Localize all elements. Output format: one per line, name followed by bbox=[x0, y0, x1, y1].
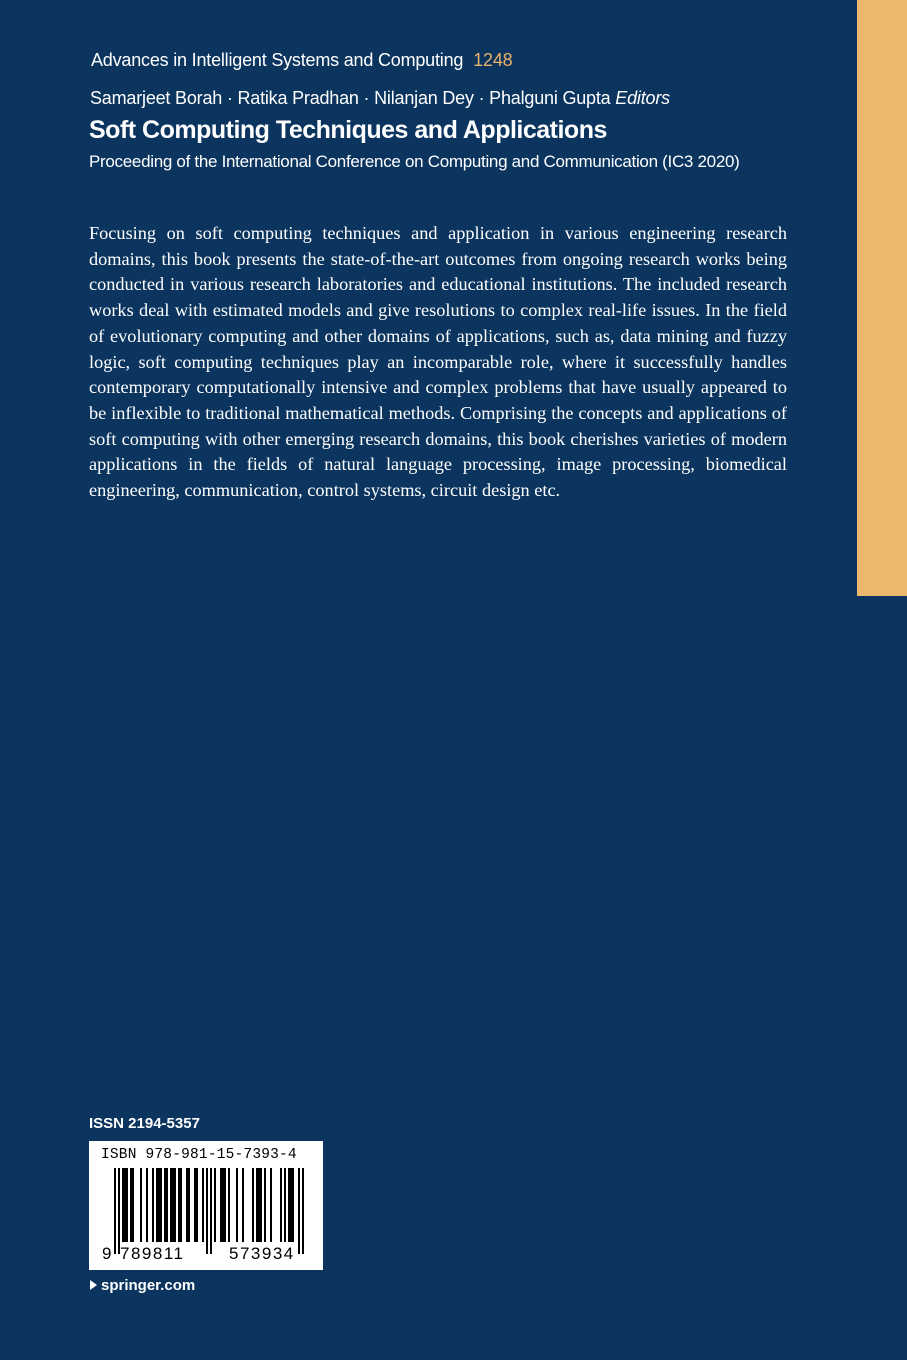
barcode-bar bbox=[180, 1168, 182, 1242]
barcode-bar bbox=[156, 1168, 158, 1242]
barcode-bar bbox=[130, 1168, 132, 1242]
barcode-bar bbox=[222, 1168, 224, 1242]
book-subtitle: Proceeding of the International Conference on Computing and Communication (IC3 2020) bbox=[89, 152, 740, 171]
barcode-bar bbox=[126, 1168, 128, 1242]
barcode-bar bbox=[298, 1168, 300, 1254]
issn-number: ISSN 2194-5357 bbox=[89, 1115, 200, 1132]
barcode-bar bbox=[224, 1168, 226, 1242]
barcode-bar bbox=[206, 1168, 208, 1254]
barcode-bar bbox=[258, 1168, 260, 1242]
barcode-bar bbox=[160, 1168, 162, 1242]
barcode-bar bbox=[252, 1168, 254, 1242]
series-volume-number: 1248 bbox=[473, 50, 513, 70]
series-title bbox=[91, 48, 831, 72]
barcode-bar bbox=[146, 1168, 148, 1242]
barcode-bar bbox=[152, 1168, 154, 1242]
barcode-bar bbox=[164, 1168, 166, 1242]
barcode-bar bbox=[132, 1168, 134, 1242]
barcode-digit-first: 9 bbox=[102, 1244, 112, 1263]
barcode-bar bbox=[172, 1168, 174, 1242]
series-name: Advances in Intelligent Systems and Computing bbox=[91, 50, 464, 70]
barcode-bar bbox=[242, 1168, 244, 1242]
barcode-digits-right: 573934 bbox=[229, 1244, 295, 1263]
barcode-bar bbox=[284, 1168, 286, 1242]
barcode-bar bbox=[124, 1168, 126, 1242]
barcode-bar bbox=[220, 1168, 222, 1242]
barcode-bar bbox=[210, 1168, 212, 1254]
barcode-digits-left: 789811 bbox=[120, 1244, 185, 1263]
arrow-icon bbox=[90, 1280, 97, 1290]
barcode-bar bbox=[290, 1168, 292, 1242]
barcode-bar bbox=[196, 1168, 198, 1242]
barcode-bar bbox=[140, 1168, 142, 1242]
barcode-bar bbox=[174, 1168, 176, 1242]
barcode-bar bbox=[170, 1168, 172, 1242]
barcode-bar bbox=[158, 1168, 160, 1242]
editors-role: Editors bbox=[615, 88, 670, 108]
barcode-bar bbox=[214, 1168, 216, 1242]
barcode-bar bbox=[288, 1168, 290, 1242]
barcode-bar bbox=[122, 1168, 124, 1242]
isbn-barcode bbox=[89, 1141, 323, 1270]
barcode-bar bbox=[292, 1168, 294, 1242]
barcode-bar bbox=[202, 1168, 204, 1242]
barcode-bar bbox=[114, 1168, 116, 1254]
barcode-bar bbox=[302, 1168, 304, 1254]
barcode-bar bbox=[118, 1168, 120, 1254]
book-title: Soft Computing Techniques and Applications bbox=[89, 116, 607, 144]
barcode-bar bbox=[264, 1168, 266, 1242]
book-description: Focusing on soft computing techniques and application in various engineering research domains, this book presents the state-of-the-art outcomes from ongoing research works being conducted in various research laboratories and educational institutions. The included research works deal with estimated models and give resolutions to complex real-life issues. In the field of evolutionary computing and other domains of applications, such as, data mining and fuzzy logic, soft computing techniques play an incomparable role, where it successfully handles contemporary computationally intensive and complex problems that have usually appeared to be inflexible to traditional mathematical methods. Comprising the concepts and applications of soft computing with other emerging research domains, this book cherishes varieties of modern applications in the fields of natural language processing, image processing, biomedical engineering, communication, control systems, circuit design etc. bbox=[89, 223, 787, 501]
barcode-bar bbox=[256, 1168, 258, 1242]
spine-color-band bbox=[857, 0, 907, 596]
barcode-bar bbox=[260, 1168, 262, 1242]
barcode-bar bbox=[166, 1168, 168, 1242]
editors-line bbox=[90, 86, 830, 110]
barcode-bar bbox=[270, 1168, 272, 1242]
barcode-bar bbox=[236, 1168, 238, 1242]
barcode-bar bbox=[194, 1168, 196, 1242]
publisher-link[interactable] bbox=[90, 1275, 195, 1297]
barcode-bar bbox=[188, 1168, 190, 1242]
barcode-bar bbox=[228, 1168, 230, 1242]
barcode-bar bbox=[280, 1168, 282, 1242]
barcode-bar bbox=[178, 1168, 180, 1242]
barcode-bar bbox=[186, 1168, 188, 1242]
publisher-url: springer.com bbox=[101, 1277, 196, 1294]
isbn-label: ISBN 978-981-15-7393-4 bbox=[101, 1147, 297, 1163]
editor-names: Samarjeet Borah · Ratika Pradhan · Nilanjan Dey · Phalguni Gupta bbox=[90, 88, 611, 108]
